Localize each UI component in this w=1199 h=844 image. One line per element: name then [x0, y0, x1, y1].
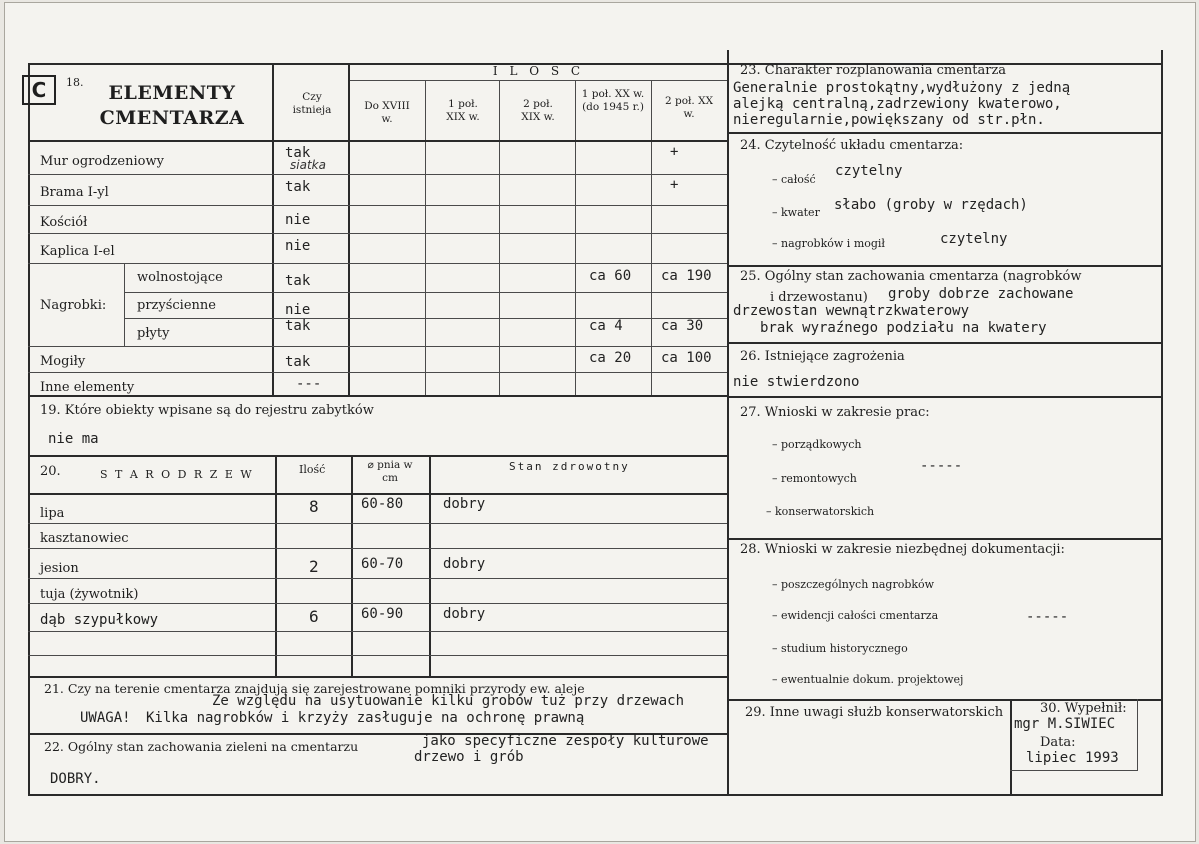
t20-v-name: [275, 455, 277, 677]
row-brama-label: Brama I-yl: [40, 185, 109, 200]
t20-row-line: [28, 603, 727, 604]
t18-row-line: [28, 233, 727, 234]
s27-item: – remontowych: [772, 472, 857, 485]
row-inne-czy: ---: [296, 376, 322, 392]
section-27-label: 27. Wnioski w zakresie prac:: [740, 405, 930, 420]
tree-name: dąb szypułkowy: [40, 612, 159, 628]
section-26-value: nie stwierdzono: [733, 374, 860, 390]
s23-bottom: [727, 132, 1163, 134]
t18-row-line: [124, 318, 727, 319]
row-brama-czy: tak: [285, 179, 311, 195]
section-26-label: 26. Istniejące zagrożenia: [740, 349, 905, 364]
section-20-number: 20.: [40, 464, 61, 479]
section-23-line: alejką centralną,zadrzewiony kwaterowo,: [733, 96, 1062, 112]
section-24-label: 24. Czytelność układu cmentarza:: [740, 138, 964, 153]
s28-item: – ewentualnie dokum. projektowej: [772, 673, 964, 686]
row-mogily-czy: tak: [285, 354, 311, 370]
row-plyty-label: płyty: [137, 326, 170, 341]
t20-top: [28, 455, 727, 457]
tree-name: lipa: [40, 506, 65, 521]
section-25-line: drzewostan wewnątrzkwaterowy: [733, 303, 970, 319]
t18-v-c2: [499, 80, 500, 396]
s28-item: – ewidencji całości cmentarza: [772, 609, 939, 622]
section-20-title: S T A R O D R Z E W: [100, 468, 254, 481]
t18-row-line: [28, 346, 727, 347]
t20-row-line: [28, 631, 727, 632]
t20-col-stan: Stan zdrowotny: [509, 460, 630, 473]
tree-name: kasztanowiec: [40, 531, 129, 546]
col-2pol-xix: 2 poł. XIX w.: [521, 98, 555, 123]
section-28-label: 28. Wnioski w zakresie niezbędnej dokumentacji:: [740, 542, 1065, 557]
section-25-label2: i drzewostanu): [770, 290, 868, 305]
s27-item: – konserwatorskich: [766, 505, 875, 518]
t20-row-line: [28, 523, 727, 524]
s27-item: – porządkowych: [772, 438, 862, 451]
t18-row-line: [28, 372, 727, 373]
section-21-value: Ze względu na usytuowanie kilku grobów tuż przy drzewach: [212, 693, 685, 709]
section-19-value: nie ma: [48, 431, 99, 447]
row-plyty-c4: ca 4: [589, 318, 623, 334]
tree-state: dobry: [443, 606, 486, 622]
s28-item: – studium historycznego: [772, 642, 908, 655]
s25-bottom: [727, 342, 1163, 344]
section-25-line: brak wyraźnego podziału na kwatery: [760, 320, 1047, 336]
tree-name: jesion: [40, 561, 79, 576]
col-1pol-xx: 1 poł. XX w. (do 1945 r.): [581, 88, 645, 113]
row-mogily-label: Mogiły: [40, 354, 86, 369]
s28-dash: -----: [1026, 609, 1069, 625]
section-29-label: 29. Inne uwagi służb konserwatorskich: [745, 705, 1004, 720]
row-kaplica-label: Kaplica I-el: [40, 244, 115, 259]
col-1pol-xix: 1 poł. XIX w.: [446, 98, 480, 123]
t20-row-line: [28, 655, 727, 656]
tree-dia: 60-80: [361, 496, 404, 512]
section-18-title-line1: ELEMENTY: [108, 82, 236, 104]
section-21-value2: Kilka nagrobków i krzyży zasługuje na ochronę prawną: [146, 710, 585, 726]
section-23-line: Generalnie prostokątny,wydłużony z jedną: [733, 80, 1071, 96]
s24-item-label: – całość: [772, 173, 816, 186]
row-plyty-czy: tak: [285, 318, 311, 334]
ilosc-header: I L O S C: [492, 64, 585, 78]
t20-col-ilosc: Ilość: [299, 463, 326, 476]
section-30-label: 30. Wypełnił:: [1040, 701, 1127, 716]
col-2pol-xx: 2 poł. XX w.: [664, 95, 714, 120]
t18-nagrobki-vline: [124, 263, 125, 346]
s24-item-value: czytelny: [940, 231, 1008, 247]
section-19-label: 19. Które obiekty wpisane są do rejestru zabytków: [40, 403, 374, 418]
row-mur-c5: +: [670, 144, 679, 160]
section-letter-box: C: [22, 75, 56, 105]
row-brama-c5: +: [670, 177, 679, 193]
s24-bottom: [727, 265, 1163, 267]
row-kaplica-czy: nie: [285, 238, 311, 254]
t18-ilosc-underline: [350, 80, 727, 81]
tree-qty: 6: [309, 607, 319, 626]
s30-left: [1010, 699, 1012, 796]
t18-row-line: [124, 292, 727, 293]
tree-dia: 60-70: [361, 556, 404, 572]
row-wolno-czy: tak: [285, 273, 311, 289]
tree-qty: 2: [309, 557, 319, 576]
tree-state: dobry: [443, 496, 486, 512]
row-mur-note: siatka: [290, 158, 326, 172]
t18-row-line: [28, 205, 727, 206]
s24-item-value: czytelny: [835, 163, 903, 179]
section-18-title-line2: CMENTARZA: [99, 107, 245, 129]
s24-item-value: słabo (groby w rzędach): [834, 197, 1028, 213]
t20-header-bottom: [28, 493, 727, 495]
s26-bottom: [727, 396, 1163, 398]
row-plyty-c5: ca 30: [661, 318, 704, 334]
row-kosciol-label: Kościół: [40, 215, 88, 230]
row-wolno-c4: ca 60: [589, 268, 632, 284]
tree-qty: 8: [309, 497, 319, 516]
section-21-label: 21. Czy na terenie cmentarza znajdują się zarejestrowane pomniki przyrody ew. aleje: [44, 681, 585, 696]
section-21-uwaga: UWAGA!: [80, 710, 131, 726]
section-25-label: 25. Ogólny stan zachowania cmentarza (nagrobków: [740, 269, 1082, 284]
row-inne-label: Inne elementy: [40, 380, 135, 395]
t20-row-line: [28, 548, 727, 549]
section-30-date-label: Data:: [1040, 735, 1076, 750]
row-mogily-c5: ca 100: [661, 350, 712, 366]
s27-bottom: [727, 538, 1163, 540]
col-do-xviii: Do XVIII w.: [364, 100, 410, 125]
tree-name: tuja (żywotnik): [40, 587, 139, 602]
section-22-value3: DOBRY.: [50, 771, 101, 787]
t18-v-c3: [575, 80, 576, 396]
t18-v-c1: [425, 80, 426, 396]
section-25-line: groby dobrze zachowane: [888, 286, 1074, 302]
section-30-date: lipiec 1993: [1026, 750, 1119, 766]
section-22-value1: jako specyficzne zespoły kulturowe: [422, 733, 709, 749]
row-przysc-czy: nie: [285, 302, 311, 318]
t20-row-line: [28, 578, 727, 579]
row-nagrobki-label: Nagrobki:: [40, 298, 107, 313]
s24-item-label: – kwater: [772, 206, 820, 219]
tree-dia: 60-90: [361, 606, 404, 622]
frame-bottom: [28, 794, 1163, 796]
s30-inner-right: [1137, 699, 1138, 771]
s30-inner-bottom: [1010, 770, 1138, 771]
row-kosciol-czy: nie: [285, 212, 311, 228]
row-mogily-c4: ca 20: [589, 350, 632, 366]
row-wolno-label: wolnostojące: [137, 270, 223, 285]
tree-state: dobry: [443, 556, 486, 572]
section-18-number: 18.: [66, 76, 84, 89]
section-30-name: mgr M.SIWIEC: [1014, 716, 1116, 732]
s28-item: – poszczególnych nagrobków: [772, 578, 935, 591]
s27-dash: -----: [920, 458, 963, 474]
t18-header-bottom: [28, 140, 727, 142]
center-divider: [727, 50, 729, 796]
t18-row-line: [28, 263, 727, 264]
t20-col-pnia: ⌀ pnia w cm: [367, 459, 413, 484]
row-przysc-label: przyścienne: [137, 298, 216, 313]
row-mur-czy: tak: [285, 145, 311, 161]
s24-item-label: – nagrobków i mogił: [772, 237, 885, 250]
section-23-line: nieregularnie,powiększany od str.płn.: [733, 112, 1045, 128]
t18-row-line: [28, 174, 727, 175]
section-22-value2: drzewo i grób: [414, 749, 524, 765]
section-22-label: 22. Ogólny stan zachowania zieleni na cmentarzu: [44, 739, 359, 754]
row-wolno-c5: ca 190: [661, 268, 712, 284]
frame-right: [1161, 50, 1163, 796]
t20-v-qty: [351, 455, 353, 677]
t20-v-dia: [429, 455, 431, 677]
section-23-label: 23. Charakter rozplanowania cmentarza: [740, 63, 1007, 78]
frame-left: [28, 63, 30, 796]
t18-v-c4: [651, 80, 652, 396]
col-czy-istnieje: Czy istnieja: [292, 91, 332, 116]
row-mur-label: Mur ogrodzeniowy: [40, 154, 164, 169]
t20-bottom: [28, 676, 727, 678]
t18-bottom: [28, 395, 727, 397]
